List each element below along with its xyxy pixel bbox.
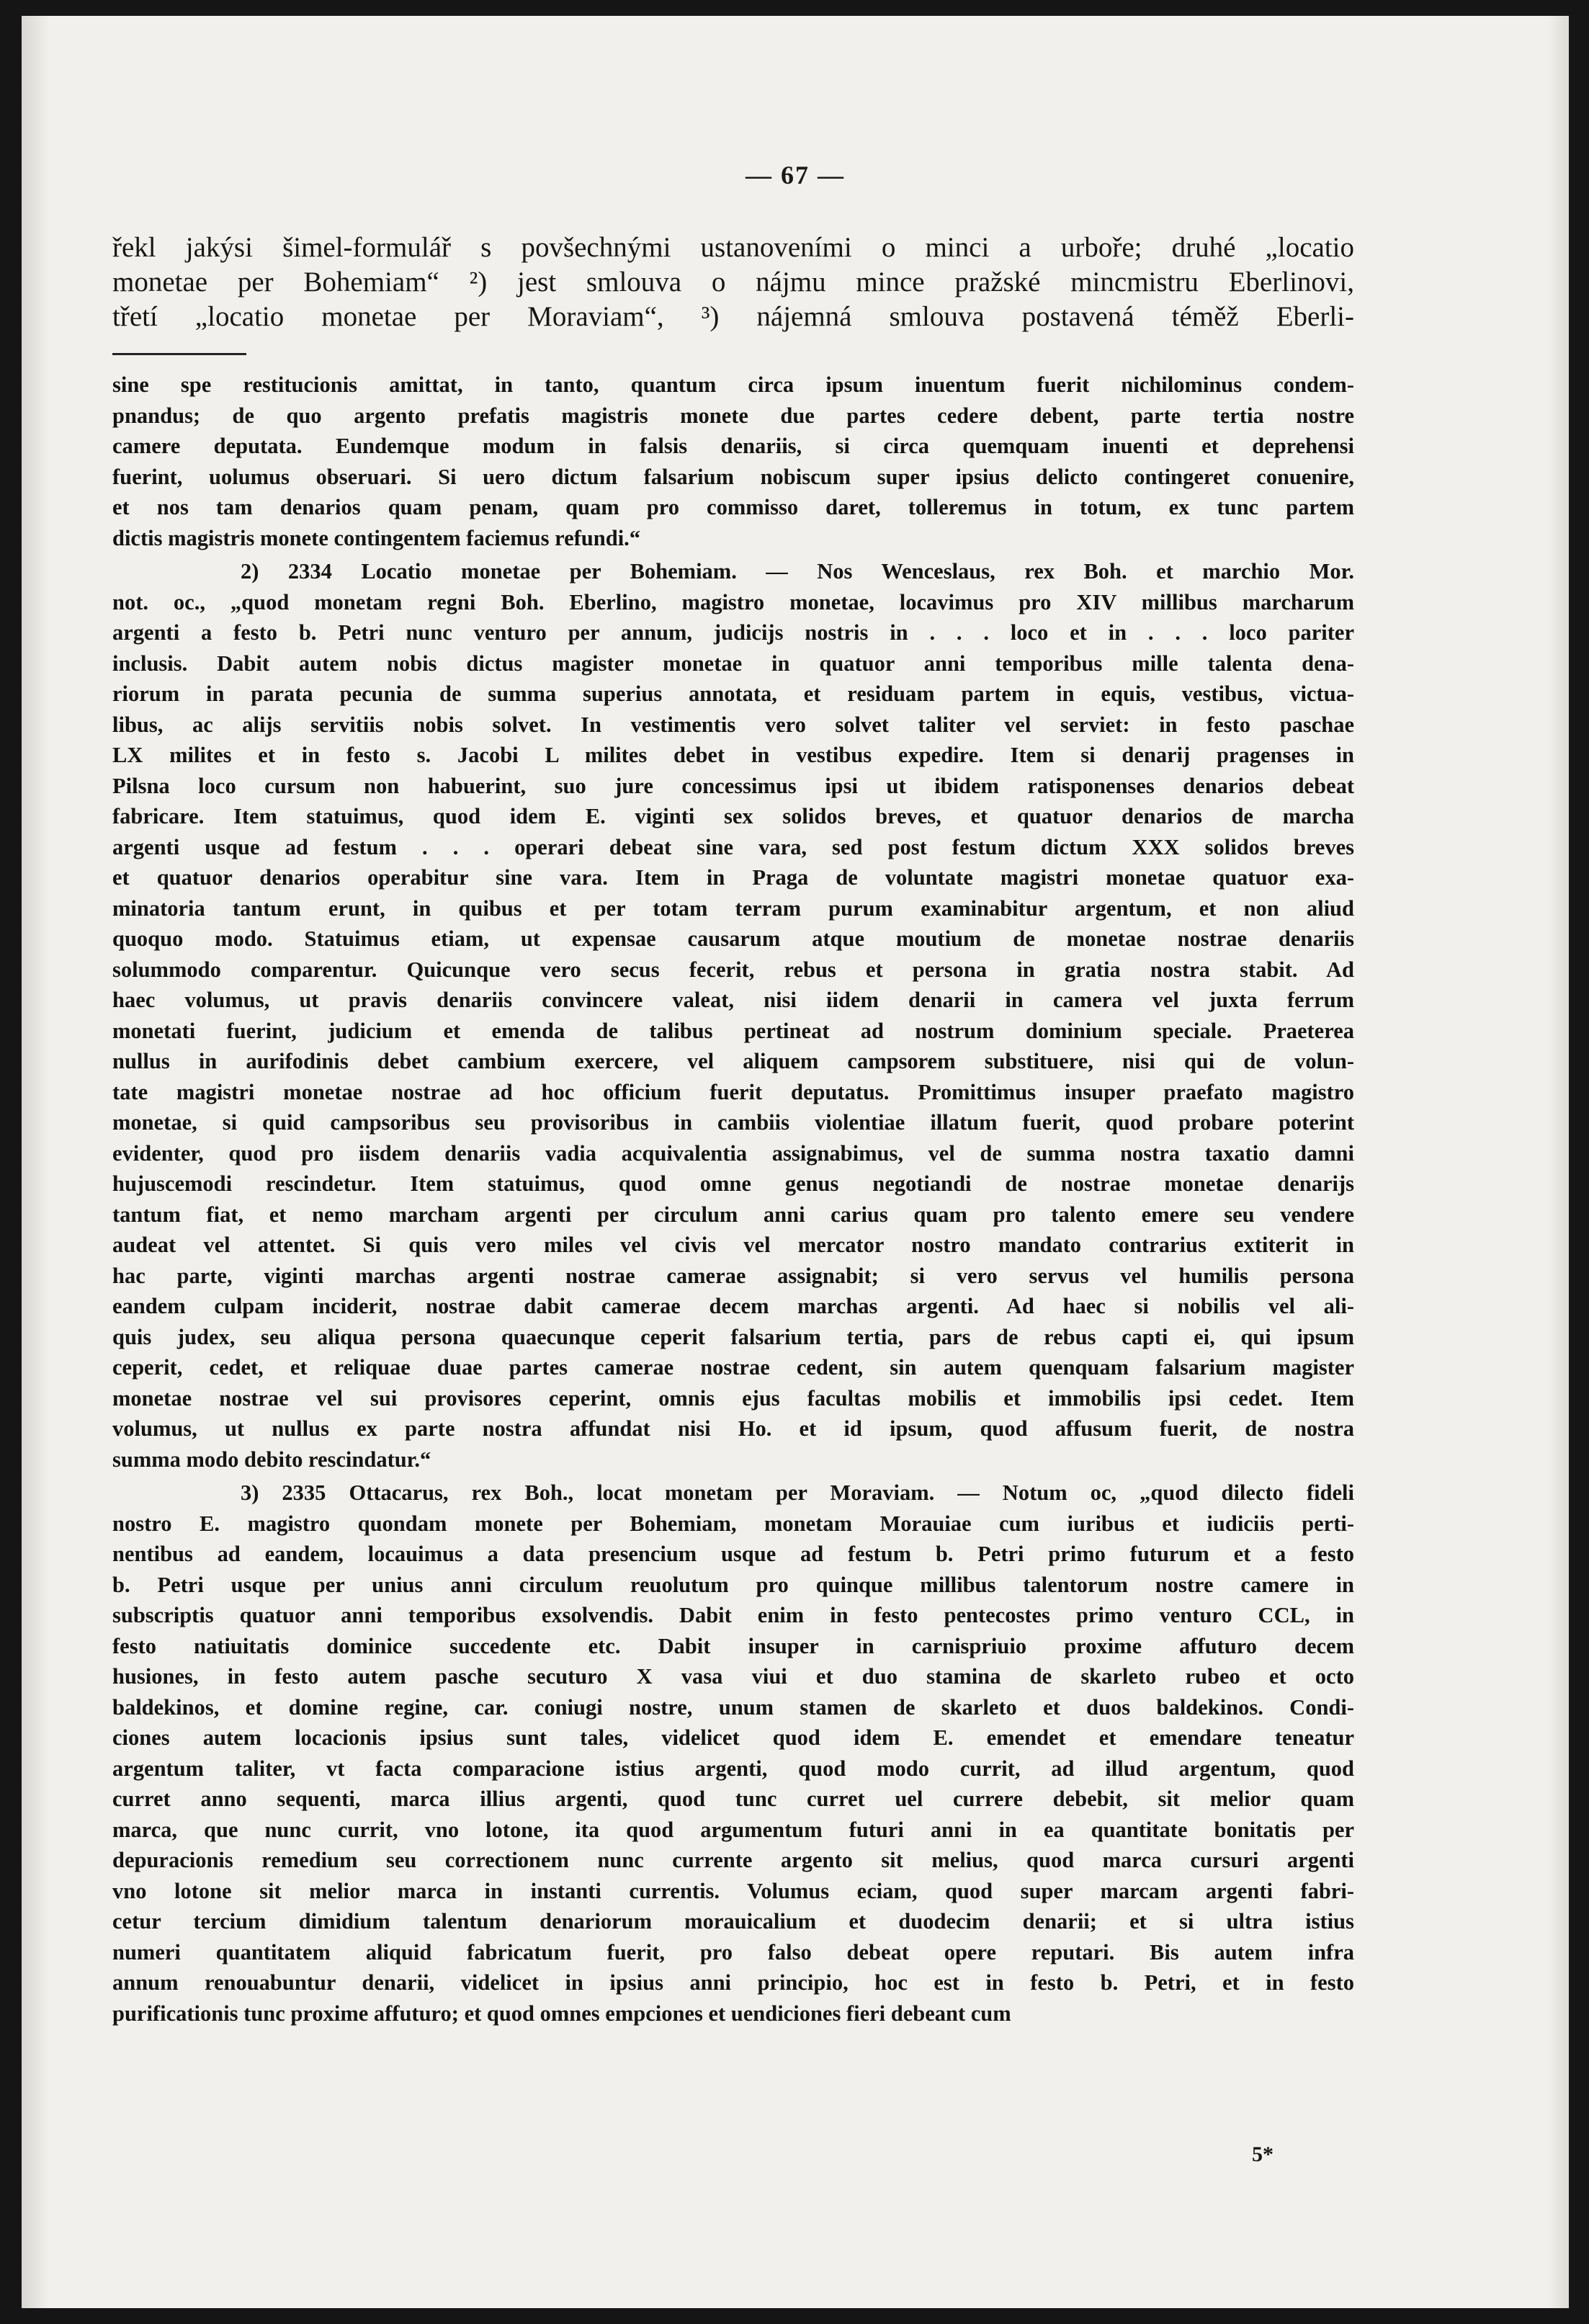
footnote-line: libus, ac alijs servitiis nobis solvet. In vestimentis vero solvet taliter vel serviet: in festo paschae [112, 712, 1354, 737]
footnote-line: nullus in aurifodinis debet cambium exercere, vel aliquem campsorem substituere, nisi qui de volun- [112, 1049, 1354, 1073]
footnotes [112, 370, 1354, 2029]
footnote-line: Pilsna loco cursum non habuerint, suo jure concessimus ipsi ut ibidem ratisponenses denarios debeat [112, 773, 1354, 798]
footnote-line: cetur tercium dimidium talentum denariorum morauicalium et duodecim denarii; et si ultra istius [112, 1909, 1354, 1934]
footnote-line: haec volumus, ut pravis denariis convincere valeat, nisi iidem denarii in camera vel juxta ferrum [112, 988, 1354, 1012]
main-text-line: třetí „locatio monetae per Moraviam“, ³) nájemná smlouva postavená téměž Eberli- [112, 301, 1354, 332]
footnote-line: volumus, ut nullus ex parte nostra affundat nisi Ho. et id ipsum, quod affusum fuerit, de nostra [112, 1416, 1354, 1441]
footnote-line: eandem culpam inciderit, nostrae dabit camerae decem marchas argenti. Ad haec si nobilis vel ali- [112, 1294, 1354, 1318]
footnote-line: marca, que nunc currit, vno lotone, ita quod argumentum futuri anni in ea quantitate bonitatis per [112, 1817, 1354, 1842]
footnote-line: quis judex, seu aliqua persona quaecunque ceperit falsarium tertia, pars de rebus capti ei, qui ipsum [112, 1324, 1354, 1349]
footnote-line: evidenter, quod pro iisdem denariis vadia acquivalentia assignabimus, vel de summa nostra taxatio damni [112, 1140, 1354, 1166]
footnote-line: riorum in parata pecunia de summa superius annotata, et residuam partem in equis, vestibus, victua- [112, 681, 1354, 706]
footnote-line: LX milites et in festo s. Jacobi L milites debet in vestibus expedire. Item si denarij pragenses in [112, 743, 1354, 767]
footnote-line: argenti a festo b. Petri nunc venturo per annum, judicijs nostris in . . . loco et in . . . loco pariter [112, 620, 1354, 645]
footnote-line: 3) 2335 Ottacarus, rex Boh., locat monetam per Moraviam. — Notum oc, „quod dilecto fideli [241, 1480, 1354, 1505]
footnote-line: monetae, si quid campsoribus seu provisoribus in cambiis violentiae illatum fuerit, quod probare poterint [112, 1110, 1354, 1135]
footnote-line: baldekinos, et domine regine, car. coniugi nostre, unum stamen de skarleto et duos baldekinos. Condi- [112, 1694, 1354, 1720]
footnote-line: sine spe restitucionis amittat, in tanto, quantum circa ipsum inuentum fuerit nichilominus condem- [112, 372, 1354, 397]
footnote-3 [112, 1478, 1354, 2029]
footnote-line: hujuscemodi rescindetur. Item statuimus, quod omne genus negotiandi de nostrae monetae denarijs [112, 1171, 1354, 1196]
scanned-page [22, 16, 1569, 2308]
footnote-separator [112, 353, 246, 355]
footnote-1 [112, 370, 1354, 553]
scan-shadow-right [1547, 16, 1569, 2308]
footnote-line: nentibus ad eandem, locauimus a data presencium usque ad festum b. Petri primo futurum et a festo [112, 1542, 1354, 1566]
footnote-line: curret anno sequenti, marca illius argenti, quod tunc curret uel currere debebit, sit melior quam [112, 1787, 1354, 1811]
footnote-line: vno lotone sit melior marca in instanti currentis. Volumus eciam, quod super marcam argenti fabri- [112, 1878, 1354, 1903]
footnote-line: et quatuor denarios operabitur sine vara. Item in Praga de voluntate magistri monetae quatuor exa- [112, 865, 1354, 890]
footnote-line: ciones autem locacionis ipsius sunt tales, videlicet quod idem E. emendet et emendare teneatur [112, 1725, 1354, 1750]
footnote-line: purificationis tunc proxime affuturo; et quod omnes empciones et uendiciones fieri debeant cum [112, 2001, 1011, 2026]
footnote-line: tantum fiat, et nemo marcham argenti per circulum anni carius quam pro talento emere seu vendere [112, 1202, 1354, 1227]
footnote-line: quoquo modo. Statuimus etiam, ut expensae causarum atque moutium de monetae nostrae denariis [112, 926, 1354, 951]
footnote-line: dictis magistris monete contingentem faciemus refundi.“ [112, 525, 641, 550]
main-text-line: monetae per Bohemiam“ ²) jest smlouva o nájmu mince pražské mincmistru Eberlinovi, [112, 267, 1354, 298]
page-content [112, 231, 1354, 2029]
footnote-line: fuerint, uolumus obseruari. Si uero dictum falsarium nobiscum super ipsius delicto contingeret conuenire, [112, 464, 1354, 489]
footnote-line: annum renouabuntur denarii, videlicet in ipsius anni principio, hoc est in festo b. Petri, et in festo [112, 1970, 1354, 1995]
footnote-line: monetati fuerint, judicium et emenda de talibus pertineat ad nostrum dominium speciale. Praeterea [112, 1018, 1354, 1043]
main-text-line: řekl jakýsi šimel-formulář s povšechnými ustanoveními o minci a urboře; druhé „locatio [112, 232, 1354, 263]
footnote-line: festo natiuitatis dominice succedente etc. Dabit insuper in carnispriuio proxime affuturo decem [112, 1633, 1354, 1658]
footnote-line: audeat vel attentet. Si quis vero miles vel civis vel mercator nostro mandato contrarius extiterit in [112, 1233, 1354, 1257]
footnote-line: inclusis. Dabit autem nobis dictus magister monetae in quatuor anni temporibus mille talenta dena- [112, 651, 1354, 676]
scan-shadow-left [22, 16, 49, 2308]
footnote-line: fabricare. Item statuimus, quod idem E. viginti sex solidos breves, et quatuor denarios de marcha [112, 804, 1354, 828]
footnote-line: nostro E. magistro quondam monete per Bohemiam, monetam Morauiae cum iuribus et iudiciis perti- [112, 1511, 1354, 1536]
footnote-line: summa modo debito rescindatur.“ [112, 1447, 431, 1472]
footnote-line: husiones, in festo autem pasche secuturo X vasa viui et duo stamina de skarleto rubeo et octo [112, 1664, 1354, 1689]
footnote-line: camere deputata. Eundemque modum in falsis denariis, si circa quemquam inuenti et deprehensi [112, 434, 1354, 458]
footnote-line: tate magistri monetae nostrae ad hoc officium fuerit deputatus. Promittimus insuper praefato magistro [112, 1079, 1354, 1104]
footnote-line: et nos tam denarios quam penam, quam pro commisso daret, tolleremus in totum, ex tunc partem [112, 495, 1354, 519]
footnote-line: monetae nostrae vel sui provisores ceperint, omnis ejus facultas mobilis et immobilis ipsi cedet. Item [112, 1385, 1354, 1411]
footnote-line: argentum taliter, vt facta comparacione istius argenti, quod modo currit, ad illud argentum, quod [112, 1756, 1354, 1781]
footnote-2 [112, 556, 1354, 1475]
footnote-line: b. Petri usque per unius anni circulum reuolutum pro quinque millibus talentorum nostre camere in [112, 1572, 1354, 1597]
footnote-line: numeri quantitatem aliquid fabricatum fuerit, pro falso debeat opere reputari. Bis autem infra [112, 1939, 1354, 1965]
footnote-line: argenti usque ad festum . . . operari debeat sine vara, sed post festum dictum XXX solidos breves [112, 834, 1354, 859]
footnote-line: ceperit, cedet, et reliquae duae partes camerae nostrae cedent, sin autem quenquam falsarium magister [112, 1355, 1354, 1380]
footnote-line: pnandus; de quo argento prefatis magistris monete due partes cedere debent, parte tertia nostre [112, 403, 1354, 428]
footnote-line: not. oc., „quod monetam regni Boh. Eberlino, magistro monetae, locavimus pro XIV millibus marcharum [112, 589, 1354, 614]
footnote-line: minatoria tantum erunt, in quibus et per totam terram purum examinabitur argentum, et non aliud [112, 895, 1354, 921]
signature-mark: 5* [1252, 2142, 1274, 2166]
footnote-line: depuracionis remedium seu correctionem nunc currente argento sit melius, quod marca cursuri argenti [112, 1848, 1354, 1872]
footnote-line: solummodo comparentur. Quicunque vero secus fecerit, rebus et persona in gratia nostra stabit. Ad [112, 957, 1354, 982]
footnote-line: hac parte, viginti marchas argenti nostrae camerae assignabit; si vero servus vel humilis persona [112, 1263, 1354, 1288]
footnote-line: 2) 2334 Locatio monetae per Bohemiam. — Nos Wenceslaus, rex Boh. et marchio Mor. [241, 559, 1354, 584]
page-number: — 67 — [746, 161, 845, 189]
footnote-line: subscriptis quatuor anni temporibus exsolvendis. Dabit enim in festo pentecostes primo venturo CCL, in [112, 1603, 1354, 1627]
main-text [112, 231, 1354, 334]
